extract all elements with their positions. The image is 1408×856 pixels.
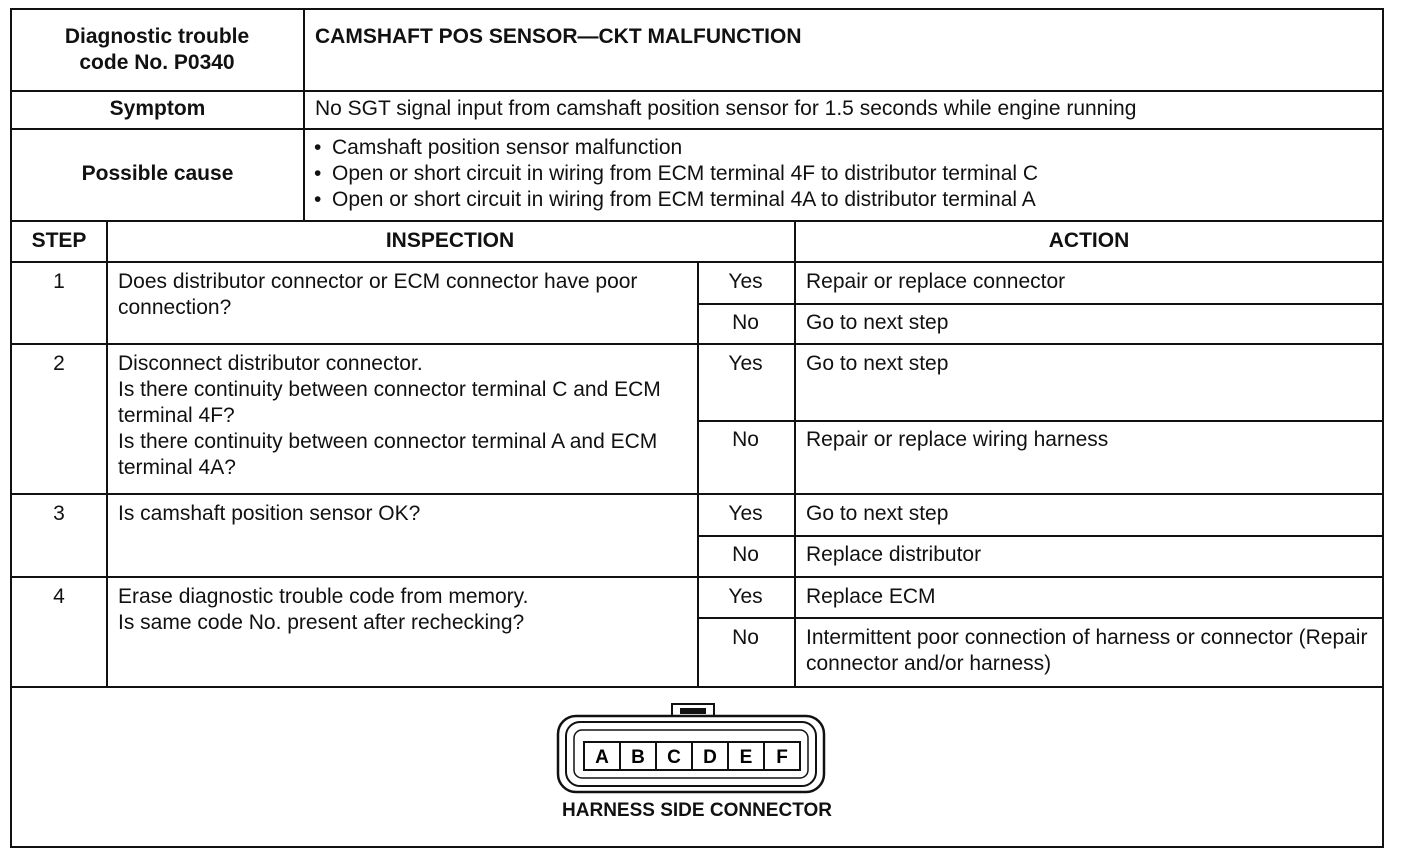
cause-item: • Camshaft position sensor malfunction (310, 135, 1380, 161)
harness-connector-diagram (552, 700, 832, 796)
no-label: No (732, 311, 759, 334)
yes-action: Replace ECM (806, 585, 936, 608)
yes-action: Go to next step (806, 352, 949, 375)
step-number: 2 (53, 352, 65, 375)
cause-item: • Open or short circuit in wiring from ECM terminal 4A to distributor terminal A (310, 187, 1380, 213)
col-action-header: ACTION (1048, 229, 1130, 252)
inspection-line: Disconnect distributor connector. (118, 352, 423, 375)
col-step-header: STEP (31, 229, 87, 252)
connector-pin-e: E (739, 747, 753, 768)
col-inspection-header: INSPECTION (385, 229, 515, 252)
step-inspection (118, 351, 693, 481)
step-inspection: Does distributor connector or ECM connector have poor connection? (118, 270, 638, 319)
inspection-line: Is there continuity between connector terminal A and ECM terminal 4A? (118, 430, 658, 479)
inspection-line: Erase diagnostic trouble code from memory. (118, 585, 529, 608)
diagnostic-sheet (10, 8, 1384, 848)
inspection-line: Is same code No. present after rechecking? (118, 611, 525, 634)
no-label: No (732, 428, 759, 451)
connector-pin-c: C (667, 747, 681, 768)
connector-pin-d: D (703, 747, 717, 768)
connector-pin-a: A (595, 747, 609, 768)
symptom-text: No SGT signal input from camshaft position sensor for 1.5 seconds while engine running (315, 97, 1137, 120)
yes-action: Repair or replace connector (806, 270, 1066, 293)
connector-pin-b: B (631, 747, 645, 768)
yes-label: Yes (728, 352, 763, 375)
step-number: 3 (53, 502, 65, 525)
cause-item: • Open or short circuit in wiring from ECM terminal 4F to distributor terminal C (310, 161, 1380, 187)
yes-label: Yes (728, 502, 763, 525)
connector-pin-f: F (776, 747, 788, 768)
step-inspection (118, 584, 693, 636)
step-inspection: Is camshaft position sensor OK? (118, 502, 421, 525)
dtc-title: CAMSHAFT POS SENSOR—CKT MALFUNCTION (315, 25, 802, 48)
no-action: Repair or replace wiring harness (806, 428, 1109, 451)
dtc-label: Diagnostic trouble code No. P0340 (64, 25, 250, 74)
possible-cause-list (310, 135, 1380, 213)
step-number: 1 (53, 270, 65, 293)
no-label: No (732, 626, 759, 649)
no-action: Replace distributor (806, 543, 982, 566)
yes-label: Yes (728, 585, 763, 608)
no-label: No (732, 543, 759, 566)
step-number: 4 (53, 585, 65, 608)
no-action: Intermittent poor connection of harness or connector (Repair connector and/or harness) (806, 626, 1368, 675)
yes-action: Go to next step (806, 502, 949, 525)
inspection-line: Is there continuity between connector terminal C and ECM terminal 4F? (118, 378, 661, 427)
no-action: Go to next step (806, 311, 949, 334)
yes-label: Yes (728, 270, 763, 293)
symptom-label: Symptom (109, 97, 206, 120)
harness-side-connector-label: HARNESS SIDE CONNECTOR (562, 800, 832, 821)
possible-cause-label: Possible cause (81, 162, 234, 185)
